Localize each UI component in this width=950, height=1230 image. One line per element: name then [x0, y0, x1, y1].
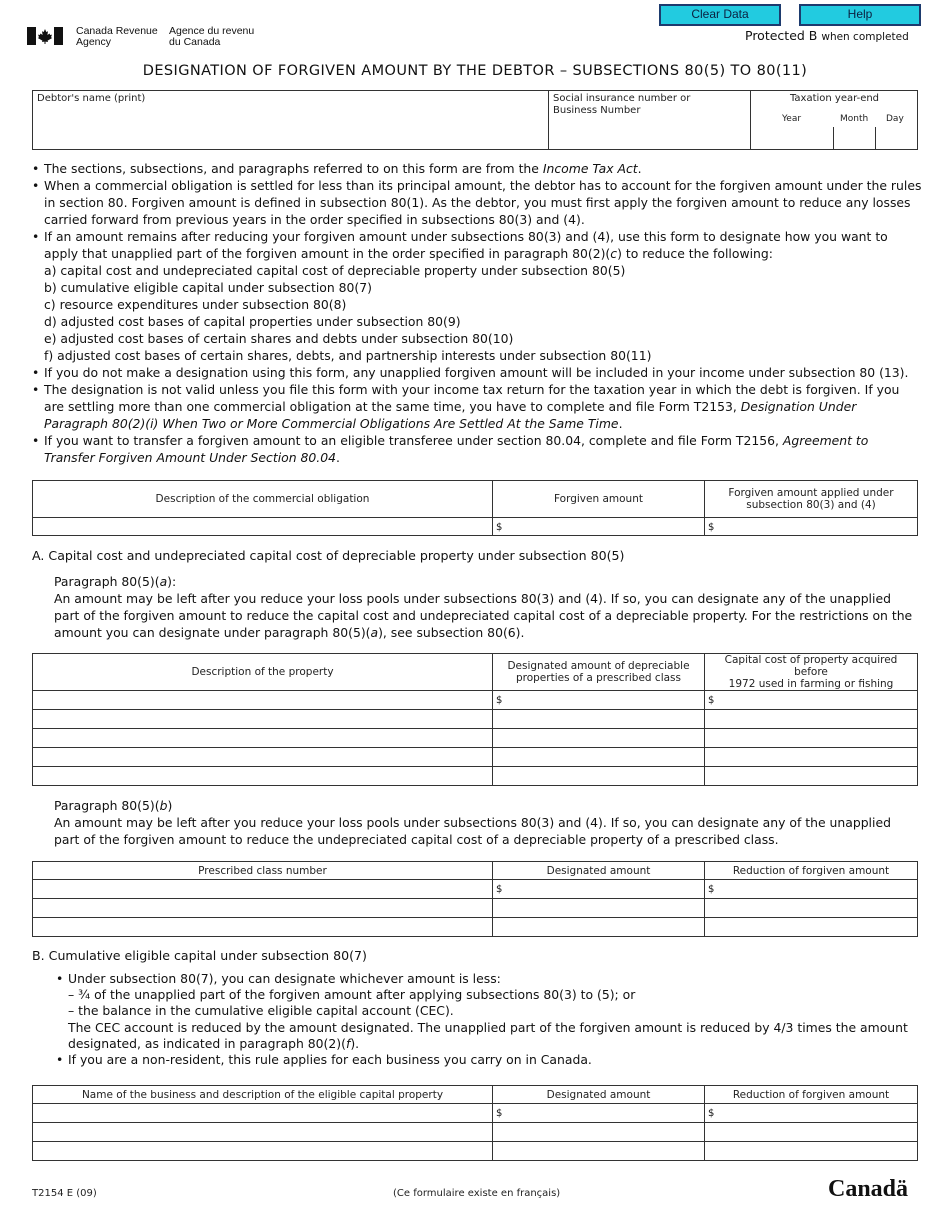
list-item: • If you do not make a designation using this form, any unapplied forgiven amount will be included in your income under subsection 80 (13). — [32, 364, 922, 381]
table-cell-input[interactable] — [33, 899, 493, 918]
canada-wordmark: Canadä — [828, 1176, 909, 1202]
list-item: • If you want to transfer a forgiven amount to an eligible transferee under section 80.04, complete and file Form T2156, Agreement to Transfer Forgiven Amount Under Section 80.04. — [32, 432, 922, 466]
list-item: • The designation is not valid unless you file this form with your income tax return for the taxation year in which the debt is forgiven. If you are settling more than one commercial obligation at the same time, you have to complete and file Form T2153, Designation Under Paragraph 80(2)(i) When Two or More Commercial Obligations Are Settled At the Same Time. — [32, 381, 922, 432]
forgiven-amount-field[interactable]: $ — [493, 518, 705, 536]
column-header: Name of the business and description of the eligible capital property — [33, 1086, 493, 1104]
month-field[interactable] — [835, 128, 873, 148]
clear-data-button[interactable]: Clear Data — [659, 4, 781, 26]
list-item: • The sections, subsections, and paragraphs referred to on this form are from the Income Tax Act. — [32, 160, 922, 177]
day-label: Day — [886, 114, 904, 124]
table-row — [33, 767, 918, 786]
obligation-description-field[interactable] — [33, 518, 493, 536]
list-item: a) capital cost and undepreciated capital cost of depreciable property under subsection 80(5) — [44, 263, 626, 278]
table-cell-input[interactable] — [33, 1142, 493, 1161]
column-header: Designated amount — [493, 862, 705, 880]
table-row — [33, 748, 918, 767]
table-cell-input[interactable] — [493, 710, 705, 729]
canada-flag-icon — [27, 27, 63, 45]
year-label: Year — [782, 114, 802, 124]
column-header: Forgiven amount — [493, 481, 705, 518]
agency-name-fr: Agence du revenu du Canada — [169, 25, 255, 48]
table-cell-input[interactable] — [33, 918, 493, 937]
month-label: Month — [840, 114, 869, 124]
table-cell-input[interactable] — [33, 748, 493, 767]
list-item: f) adjusted cost bases of certain shares, debts, and partnership interests under subsection 80(11) — [44, 348, 652, 363]
page-title: DESIGNATION OF FORGIVEN AMOUNT BY THE DEBTOR – SUBSECTIONS 80(5) TO 80(11) — [142, 63, 808, 79]
table-cell-input[interactable] — [493, 899, 705, 918]
protected-b-label: Protected B when completed — [745, 28, 909, 43]
help-button[interactable]: Help — [799, 4, 921, 26]
section-b-instructions: • Under subsection 80(7), you can designate whichever amount is less: – ¾ of the unapplied part of the forgiven amount after applying subsections 80(3) to (5); or – the balance in the cumulative eligible capital account (CEC). The CEC account is reduced by the amount designated. The unapplied part of the forgiven amount is reduced by 4/3 times the amount designated, as indicated in paragraph 80(2)(f). • If you are a non-resident, this rule applies for each business you carry on in Canada. — [56, 971, 908, 1068]
table-cell-input[interactable] — [33, 767, 493, 786]
table-cell-input[interactable] — [705, 899, 918, 918]
list-item: b) cumulative eligible capital under subsection 80(7) — [44, 280, 372, 295]
table-cell-input[interactable] — [33, 880, 493, 899]
table-row — [33, 691, 918, 710]
table-cell-input[interactable] — [33, 691, 493, 710]
column-header: Designated amount — [493, 1086, 705, 1104]
table-cell-input[interactable] — [705, 1123, 918, 1142]
column-header: Designated amount of depreciable properties of a prescribed class — [493, 654, 705, 691]
column-header: Description of the property — [33, 654, 493, 691]
table-row — [33, 1104, 918, 1123]
column-header: Reduction of forgiven amount — [705, 862, 918, 880]
table-cell-input[interactable] — [33, 729, 493, 748]
commercial-obligation-table — [32, 480, 918, 536]
table-cell-input[interactable] — [705, 748, 918, 767]
list-item: e) adjusted cost bases of certain shares and debts under subsection 80(10) — [44, 331, 514, 346]
table-row — [33, 729, 918, 748]
table-cell-input[interactable] — [705, 729, 918, 748]
table-cell-input[interactable]: $ — [705, 880, 918, 899]
table-row — [33, 1142, 918, 1161]
list-item: • If an amount remains after reducing your forgiven amount under subsections 80(3) and (4), use this form to designate how you want to apply that unapplied part of the forgiven amount in the order specified in paragraph 80(2)(c) to reduce the following: — [32, 228, 922, 262]
column-header: Reduction of forgiven amount — [705, 1086, 918, 1104]
table-cell-input[interactable]: $ — [493, 880, 705, 899]
table-row — [33, 1123, 918, 1142]
table-cell-input[interactable] — [33, 1104, 493, 1123]
list-item: d) adjusted cost bases of capital properties under subsection 80(9) — [44, 314, 461, 329]
table-cell-input[interactable] — [33, 1123, 493, 1142]
list-item: c) resource expenditures under subsection 80(8) — [44, 297, 347, 312]
sin-bn-field[interactable] — [551, 119, 747, 147]
depreciable-property-table — [32, 653, 918, 786]
debtor-name-field[interactable] — [35, 105, 545, 147]
table-cell-input[interactable] — [705, 710, 918, 729]
table-row — [33, 880, 918, 899]
column-header: Forgiven amount applied under subsection 80(3) and (4) — [705, 481, 918, 518]
paragraph-80-5-a: Paragraph 80(5)(a): An amount may be left after you reduce your loss pools under subsections 80(3) and (4). If so, you can designate any of the unapplied part of the forgiven amount to reduce the capital cost and undepreciated capital cost of a depreciable property. For the restrictions on the amount you can designate under paragraph 80(5)(a), see subsection 80(6). — [54, 574, 913, 640]
table-cell-input[interactable] — [705, 767, 918, 786]
table-cell-input[interactable] — [493, 918, 705, 937]
table-cell-input[interactable] — [705, 1142, 918, 1161]
instructions — [32, 160, 922, 466]
form-number: T2154 E (09) — [32, 1188, 97, 1199]
list-item: • When a commercial obligation is settled for less than its principal amount, the debtor has to account for the forgiven amount under the rules in section 80. Forgiven amount is defined in subsection 80(1). As the debtor, you must first apply the forgiven amount to reduce any losses carried forward from previous years in the order specified in subsections 80(3) and (4). — [32, 177, 922, 228]
section-a-heading: A. Capital cost and undepreciated capital cost of depreciable property under subsection 80(5) — [32, 548, 625, 563]
table-cell-input[interactable] — [493, 1123, 705, 1142]
agency-name-en: Canada Revenue Agency — [76, 25, 158, 48]
paragraph-80-5-b: Paragraph 80(5)(b) An amount may be left after you reduce your loss pools under subsections 80(3) and (4). If so, you can designate any of the unapplied part of the forgiven amount to reduce the undepreciated capital cost of a depreciable property of a prescribed class. — [54, 798, 891, 847]
table-cell-input[interactable]: $ — [705, 691, 918, 710]
table-cell-input[interactable]: $ — [493, 691, 705, 710]
table-cell-input[interactable] — [493, 729, 705, 748]
table-cell-input[interactable] — [705, 918, 918, 937]
year-field[interactable] — [753, 128, 831, 148]
table-cell-input[interactable] — [33, 710, 493, 729]
eligible-capital-table — [32, 1085, 918, 1161]
prescribed-class-table — [32, 861, 918, 937]
debtor-name-label: Debtor's name (print) — [37, 93, 146, 104]
table-row — [33, 918, 918, 937]
table-row — [33, 899, 918, 918]
french-version-note: (Ce formulaire existe en français) — [393, 1188, 561, 1199]
table-cell-input[interactable] — [493, 1142, 705, 1161]
day-field[interactable] — [877, 128, 917, 148]
taxation-year-end-label: Taxation year-end — [789, 93, 880, 104]
table-row — [33, 710, 918, 729]
sin-bn-label: Social insurance number or Business Number — [553, 93, 691, 116]
table-cell-input[interactable] — [493, 748, 705, 767]
table-cell-input[interactable]: $ — [705, 1104, 918, 1123]
identification-box — [32, 90, 918, 150]
table-cell-input[interactable] — [493, 767, 705, 786]
section-b-heading: B. Cumulative eligible capital under subsection 80(7) — [32, 948, 367, 963]
column-header: Description of the commercial obligation — [33, 481, 493, 518]
column-header: Capital cost of property acquired before 1972 used in farming or fishing — [705, 654, 918, 691]
amount-applied-field[interactable]: $ — [705, 518, 918, 536]
table-cell-input[interactable]: $ — [493, 1104, 705, 1123]
column-header: Prescribed class number — [33, 862, 493, 880]
